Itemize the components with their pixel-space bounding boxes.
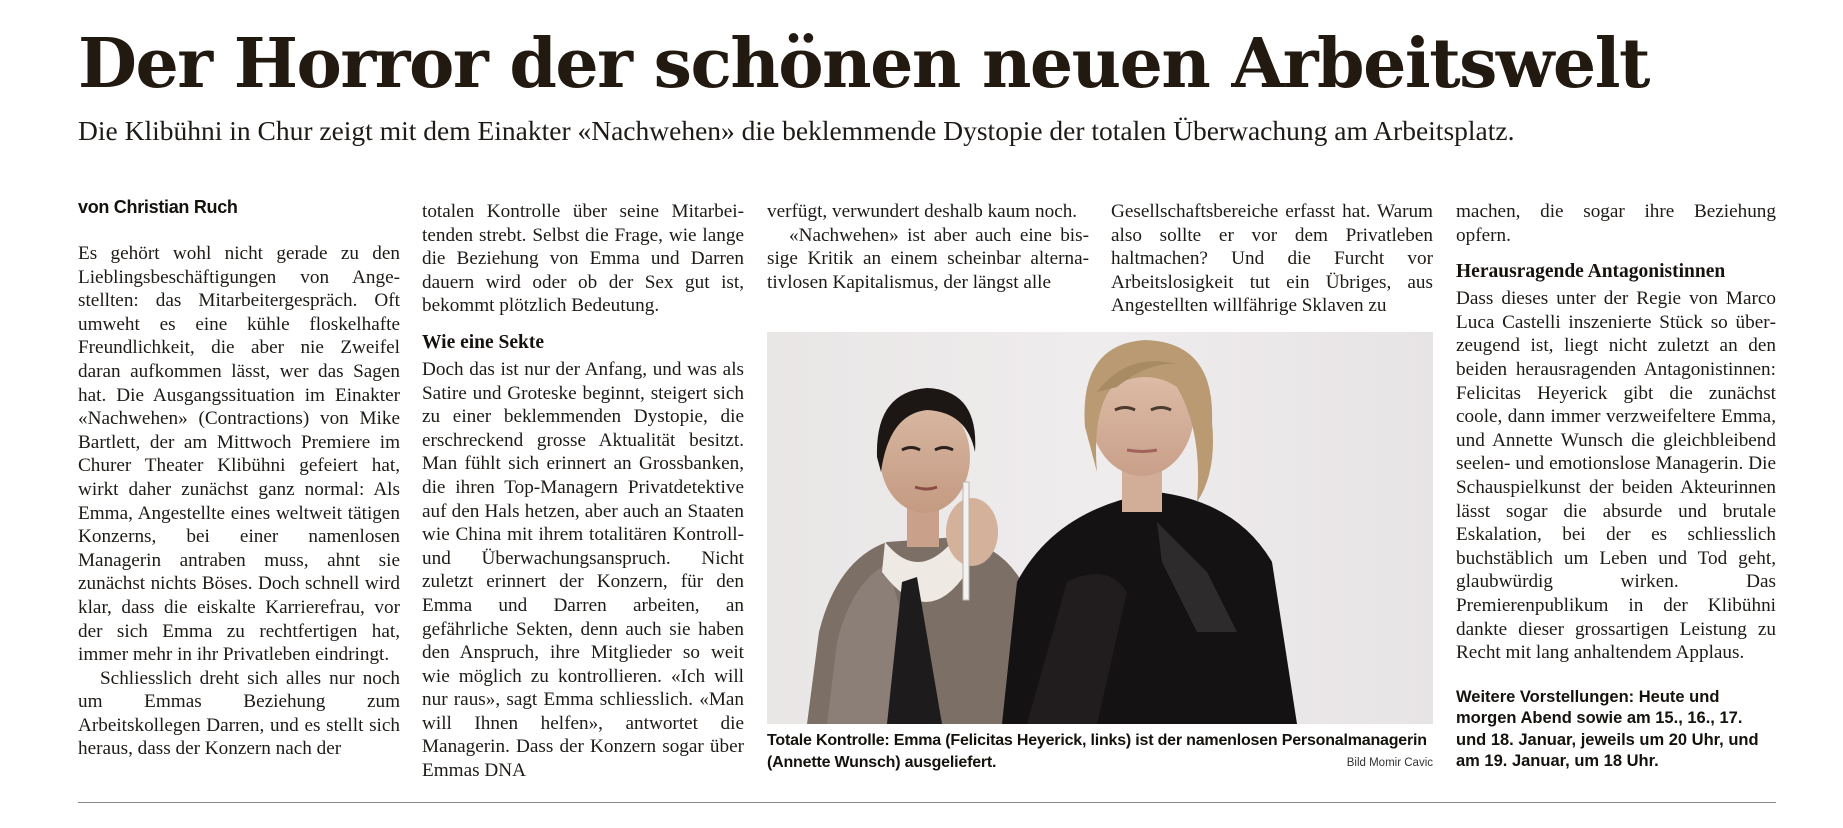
caption-text: Totale Kontrolle: Emma (Felicitas Heyerick, links) ist der namenlosen Personalmanagerin (Annette Wunsch) ausgeliefert. xyxy=(767,732,1427,771)
byline: von Christian Ruch xyxy=(78,197,238,217)
article-column-5 xyxy=(1456,200,1776,773)
article-photo xyxy=(767,332,1433,724)
article-column-3 xyxy=(767,200,1089,294)
photo-caption xyxy=(767,730,1433,774)
paragraph: machen, die sogar ihre Beziehung opfern. xyxy=(1456,201,1776,246)
paragraph: Doch das ist nur der Anfang, und was als Satire und Groteske beginnt, steigert sich zu einer beklemmenden Dystopie, die erschreckend grosse Aktualität besitzt. Man fühlt sich erinnert an Grossbanken, die ihren Top-Managern Privatdetektive auf den Hals hetzen, aber auch an Staaten wie China mit ihrem totalitären Kontroll- und Überwachungsanspruch. Nicht zuletzt erinnert der Konzern, für den Emma und Darren arbeiten, an gefährliche Sekten, denn auch sie haben den Anspruch, ihre Mitglieder so weit wie möglich zu kontrollieren. «Ich will nur raus», sagt Emma schliesslich. «Man will Ihnen helfen», antwortet die Managerin. Dass der Konzern sogar über Emmas DNA xyxy=(422,358,744,782)
photo-illustration xyxy=(767,332,1433,724)
section-heading: Herausragende Antagonistinnen xyxy=(1456,261,1726,283)
article-column-2 xyxy=(422,200,744,783)
bottom-rule xyxy=(78,802,1776,803)
subheadline: Die Klibühni in Chur zeigt mit dem Einakter «Nachwehen» die beklemmende Dystopie der totalen Überwachung am Arbeitsplatz. xyxy=(78,115,1515,146)
paragraph: verfügt, verwundert deshalb kaum noch. xyxy=(767,201,1078,222)
article-column-1 xyxy=(78,196,400,761)
paragraph: Es gehört wohl nicht gerade zu den Lieblingsbeschäftigungen von Angestellten: das Mitarbeitergespräch. Oft umweht es eine kühle floskelhafte Freundlichkeit, die aber nie Zweifel daran aufkommen lässt, wer das Sagen hat. Die Ausgangssituation im Einakter «Nachwehen» (Contractions) von Mike Bartlett, der am Mittwoch Premiere im Churer Theater Klibühni gefeiert hat, wirkt daher zunächst ganz normal: Als Emma, Angestellte eines weltweit tätigen Konzerns, bei einer namenlosen Managerin antraben muss, ahnt sie zunächst nichts Böses. Doch schnell wird klar, dass die eiskalte Karrierefrau, vor der sich Emma zu rechtfertigen hat, immer mehr in ihr Privatleben eindringt. xyxy=(78,243,400,666)
paragraph: Schliesslich dreht sich alles nur noch um Emmas Beziehung zum Arbeitskollegen Darren, und es stellt sich heraus, dass der Konzern nach der xyxy=(78,667,400,760)
section-heading: Wie eine Sekte xyxy=(422,331,545,353)
performance-dates: Weitere Vorstellungen: Heute und morgen Abend sowie am 15., 16., 17. und 18. Januar, jeweils um 20 Uhr, und am 19. Januar, um 18 Uhr. xyxy=(1456,687,1759,771)
paragraph: totalen Kontrolle über seine Mitarbeitenden strebt. Selbst die Frage, wie lange die Beziehung von Emma und Darren dauern wird oder ob der Sex gut ist, bekommt plötzlich Bedeutung. xyxy=(422,201,744,317)
headline: Der Horror der schönen neuen Arbeitswelt xyxy=(78,24,1649,104)
photo-credit: Bild Momir Cavic xyxy=(1346,757,1433,769)
paragraph: Gesellschaftsbereiche erfasst hat. Warum also sollte er vor dem Privatleben haltmachen? Und die Furcht vor Arbeitslosigkeit tut ein Übriges, aus Angestellten willfährige Sklaven zu xyxy=(1111,201,1433,317)
paragraph: Dass dieses unter der Regie von Marco Luca Castelli inszenierte Stück so überzeugend ist, liegt nicht zuletzt an den beiden herausragenden Antagonistinnen: Felicitas Heyerick gibt die zunächst coole, dann immer verzweifeltere Emma, und Annette Wunsch die gleichbleibend seelen- und emotionslose Managerin. Die Schauspielkunst der beiden Akteurinnen lässt sogar die absurde und brutale Eskalation, bei der es schliesslich buchstäblich um Leben und Tod geht, glaubwürdig wirken. Das Premierenpublikum in der Klibühni dankte dieser grossartigen Leistung zu Recht mit lang anhaltendem Applaus. xyxy=(1456,288,1776,664)
paragraph: «Nachwehen» ist aber auch eine bissige Kritik an einem scheinbar alternativlosen Kapitalismus, der längst alle xyxy=(767,224,1089,293)
article-column-4 xyxy=(1111,200,1433,318)
